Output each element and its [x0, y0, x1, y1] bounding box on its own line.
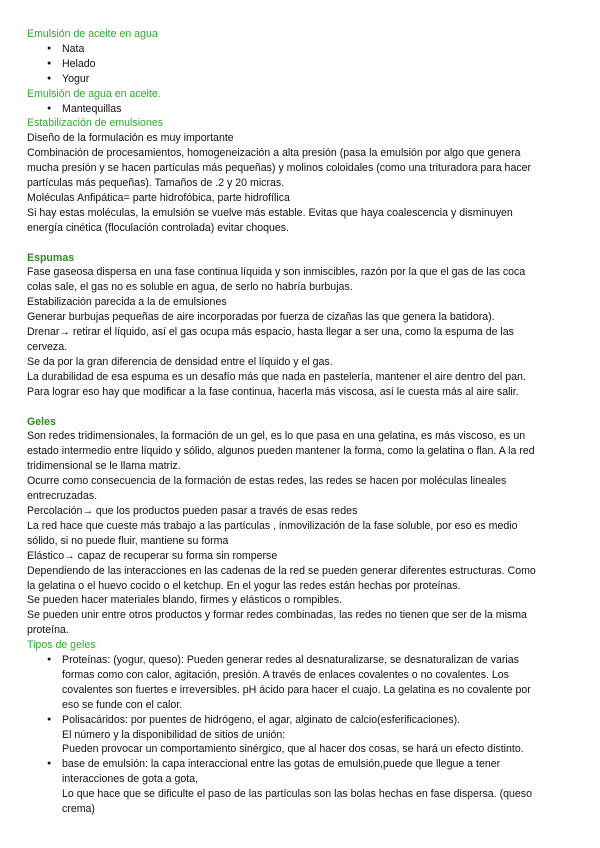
paragraph-line: Moléculas Anfipática= parte hidrofóbica, parte hidrofílica: [27, 191, 290, 204]
paragraph-line: Diseño de la formulación es muy importante: [27, 132, 234, 145]
heading-oil-in-water: Emulsión de aceite en agua: [27, 28, 158, 40]
paragraph-line: Para lograr eso hay que modificar a la fase continua, hacerla más viscosa, así le cuesta más al aire salir.: [27, 385, 519, 398]
list-item-continuation: formas como con calor, agitación, presión. A través de enlaces covalentes o no covalentes. Los: [62, 668, 509, 681]
paragraph-line: Ocurre como consecuencia de la formación de estas redes, las redes se hacen por moléculas lineales: [27, 475, 507, 488]
paragraph-line: mucha presión y se hacen partículas más pequeñas) y molinos coloidales (como una trituradora para hacer: [27, 162, 532, 175]
paragraph-line: Fase gaseosa dispersa en una fase continua líquida y son inmiscibles, razón por la que el gas de las coca: [27, 266, 526, 279]
paragraph-line: partículas más pequeñas). Tamaños de .2 y 20 micras.: [27, 177, 285, 190]
paragraph-line: Percolación→ que los productos pueden pasar a través de esas redes: [27, 504, 358, 517]
paragraph-line: Elástico→ capaz de recuperar su forma sin romperse: [27, 549, 278, 562]
document-page: [27, 27, 572, 817]
paragraph-line: energía cinética (floculación controlada) evitar choques.: [27, 221, 290, 234]
paragraph-line: Dependiendo de las interacciones en las cadenas de la red se pueden generar diferentes estructuras. Como: [27, 564, 536, 577]
paragraph-line: Se da por la gran diferencia de densidad entre el líquido y el gas.: [27, 355, 333, 368]
paragraph-line: Se pueden unir entre otros productos y formar redes combinadas, las redes no tienen que ser de la misma: [27, 609, 527, 622]
paragraph-line: proteína.: [27, 624, 69, 637]
paragraph-line: Combinación de procesamientos, homogeneización a alta presión (pasa la emulsión por algo que genera: [27, 147, 521, 160]
paragraph-line: Drenar→ retirar el líquido, así el gas ocupa más espacio, hasta llegar a ser una, como la espuma de las: [27, 326, 514, 339]
list-item-emulsion-base: ● base de emulsión: la capa interaccional entre las gotas de emulsión,puede que llegue a tener: [27, 757, 572, 772]
paragraph-line: Estabilización parecida a la de emulsiones: [27, 296, 227, 309]
paragraph-line: colas sale, el gas no es soluble en agua, de serlo no habría burbujas.: [27, 281, 353, 294]
list-item-continuation: El número y la disponibilidad de sitios de unión:: [62, 728, 286, 741]
paragraph-line: sólido, si no puede fluir, mantiene su forma: [27, 534, 229, 547]
paragraph-line: la gelatina o el huevo cocido o el ketchup. En el yogur las redes están hechas por proteínas.: [27, 579, 461, 592]
list-item-continuation: Pueden provocar un comportamiento sinérgico, que al hacer dos cosas, se hará un efecto distinto.: [62, 743, 524, 756]
list-item-continuation: covalentes son fuertes e irreversibles. pH ácido para hacer el cuajo. La gelatina es no covalente por: [62, 683, 531, 696]
list-item-continuation: eso se funde con el calor.: [62, 698, 183, 711]
paragraph-line: Si hay estas moléculas, la emulsión se vuelve más estable. Evitas que haya coalescencia y disminuyen: [27, 206, 513, 219]
heading-gels: Geles: [27, 415, 56, 428]
paragraph-line: estado intermedio entre líquido y sólido, algunos pueden mantener la forma, como la gelatina o flan. A la red: [27, 445, 535, 458]
heading-water-in-oil: Emulsión de agua en aceite.: [27, 87, 161, 100]
list-item: ● Nata: [27, 42, 572, 57]
heading-foams: Espumas: [27, 251, 75, 264]
list-item-polysaccharides: ● Polisacáridos: por puentes de hidrógeno, el agar, alginato de calcio(esferificaciones).: [27, 713, 572, 728]
list-item-continuation: Lo que hace que se dificulte el paso de las partículas son las bolas hechas en fase dispersa. (queso: [62, 788, 532, 801]
list-item-continuation: interacciones de gota a gota,: [62, 773, 199, 786]
spacer: [27, 400, 572, 415]
spacer: [27, 236, 572, 251]
paragraph-line: Son redes tridimensionales, la formación de un gel, es lo que pasa en una gelatina, es más viscoso, es un: [27, 430, 526, 443]
paragraph-line: Generar burbujas pequeñas de aire incorporadas por fuerza de cizañas las que genera la batidora).: [27, 311, 495, 324]
paragraph-line: cerveza.: [27, 341, 68, 354]
paragraph-line: Se pueden hacer materiales blando, firmes y elásticos o rompibles.: [27, 594, 343, 607]
list-item: ● Helado: [27, 57, 572, 72]
paragraph-line: La durabilidad de esa espuma es un desafío más que nada en pastelería, mantener el aire dentro del pan.: [27, 370, 526, 383]
heading-stabilization: Estabilización de emulsiones: [27, 117, 164, 130]
list-item-proteins: ● Proteínas: (yogur, queso): Pueden generar redes al desnaturalizarse, se desnaturalizan de varias: [27, 653, 572, 668]
heading-gel-types: Tipos de geles: [27, 639, 96, 652]
paragraph-line: La red hace que cueste más trabajo a las partículas , inmovilización de la fase soluble, por eso es medio: [27, 519, 518, 532]
list-item-continuation: crema): [62, 803, 95, 816]
paragraph-line: tridimensional se le llama matriz.: [27, 460, 181, 473]
list-item: ● Mantequillas: [27, 102, 572, 117]
list-item: ● Yogur: [27, 72, 572, 87]
paragraph-line: entrecruzadas.: [27, 490, 98, 503]
